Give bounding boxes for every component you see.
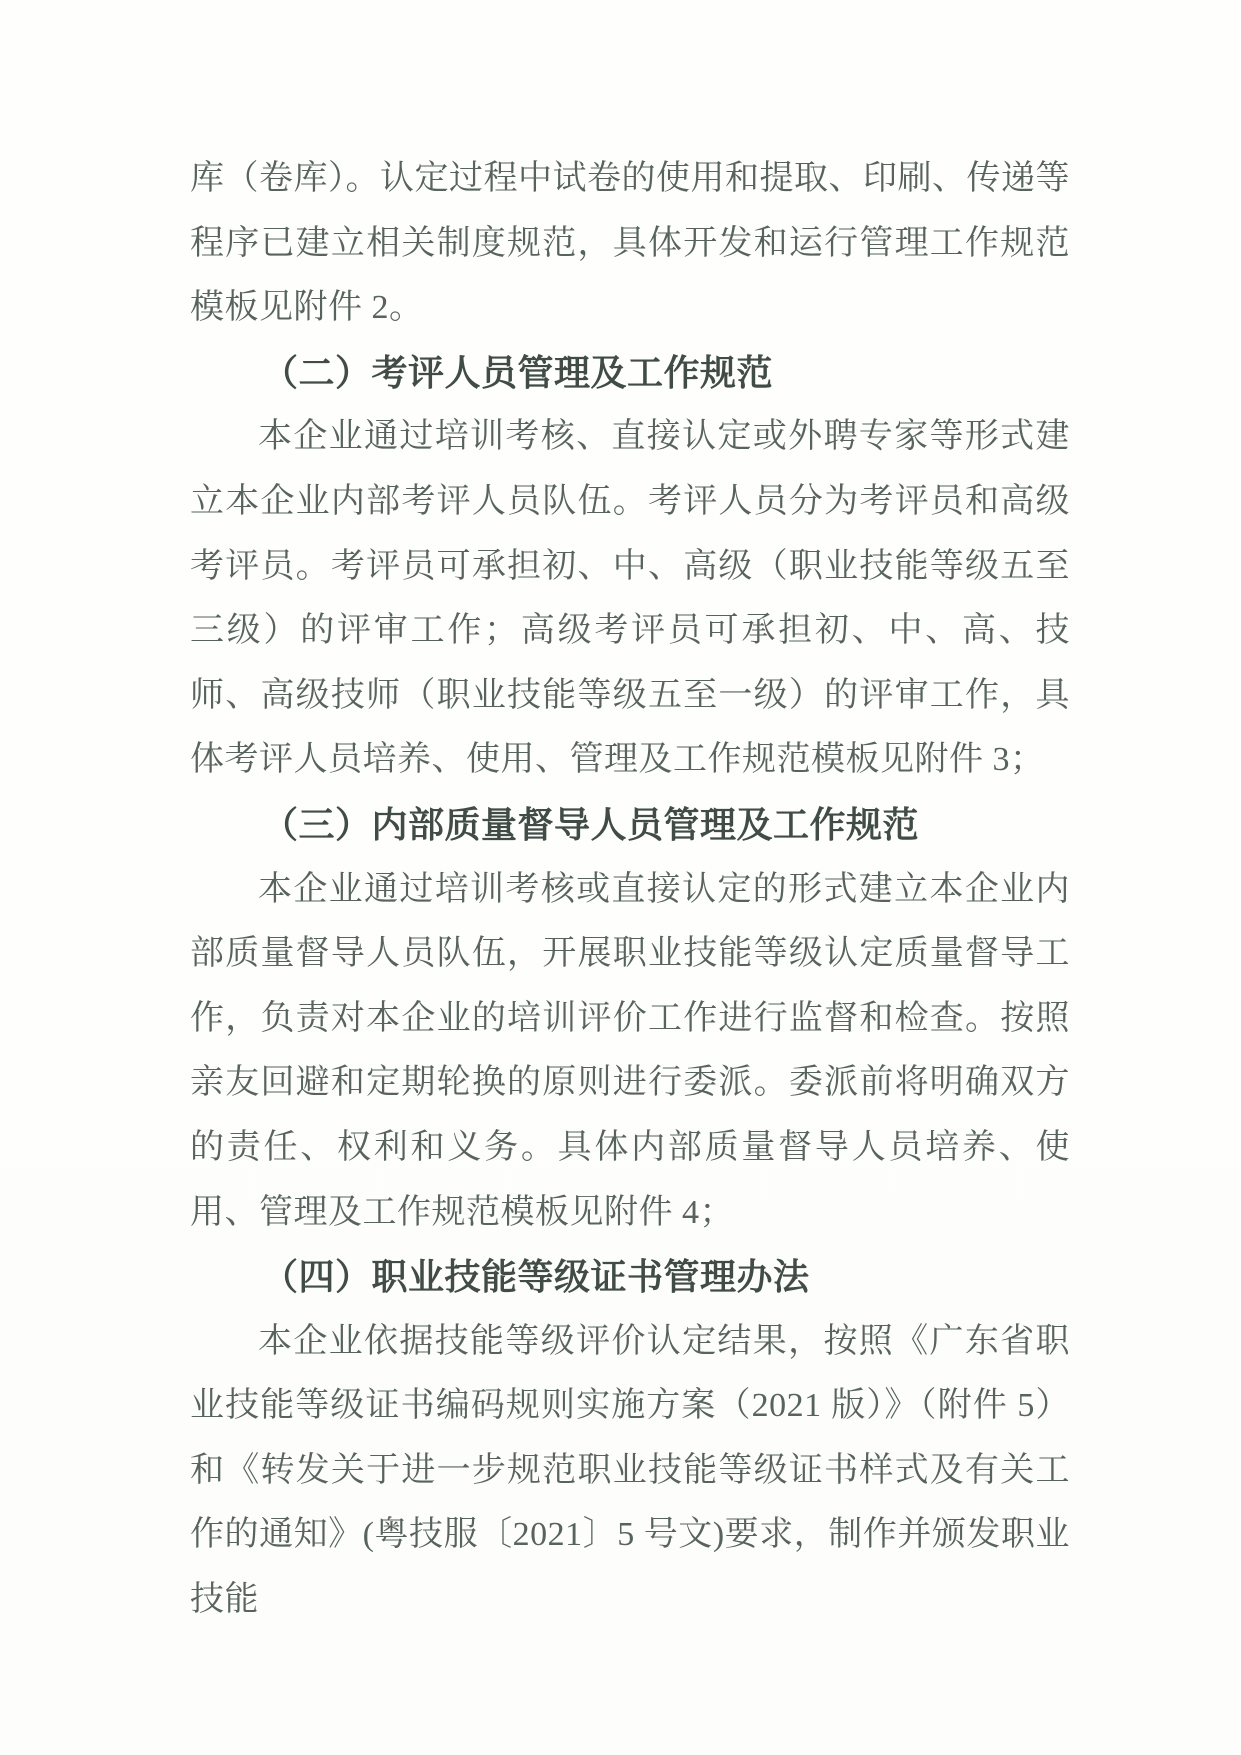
section-heading-3: （三）内部质量督导人员管理及工作规范 xyxy=(262,803,920,845)
section-body-3: 本企业通过培训考核或直接认定的形式建立本企业内部质量督导人员队伍，开展职业技能等级认定质量督导工作，负责对本企业的培训评价工作进行监督和检查。按照亲友回避和定期轮换的原则进行委派。委派前将明确双方的责任、权利和义务。具体内部质量督导人员培养、使用、管理及工作规范模板见附件 4； xyxy=(190,870,1070,1231)
continuation-paragraph: 库（卷库）。认定过程中试卷的使用和提取、印刷、传递等程序已建立相关制度规范，具体开发和运行管理工作规范模板见附件 2。 xyxy=(190,160,1070,327)
section-heading-2: （二）考评人员管理及工作规范 xyxy=(262,351,774,393)
section-heading-4: （四）职业技能等级证书管理办法 xyxy=(262,1256,810,1298)
section-body-2: 本企业通过培训考核、直接认定或外聘专家等形式建立本企业内部考评人员队伍。考评人员分为考评员和高级考评员。考评员可承担初、中、高级（职业技能等级五至三级）的评审工作；高级考评员可承担初、中、高、技师、高级技师（职业技能等级五至一级）的评审工作，具体考评人员培养、使用、管理及工作规范模板见附件 3； xyxy=(190,418,1070,779)
document-text-block xyxy=(190,147,1070,1633)
section-body-4: 本企业依据技能等级评价认定结果，按照《广东省职业技能等级证书编码规则实施方案（2021 版）》（附件 5）和《转发关于进一步规范职业技能等级证书样式及有关工作的通知》(粤技服〔2021〕5 号文)要求，制作并颁发职业技能 xyxy=(190,1322,1070,1619)
